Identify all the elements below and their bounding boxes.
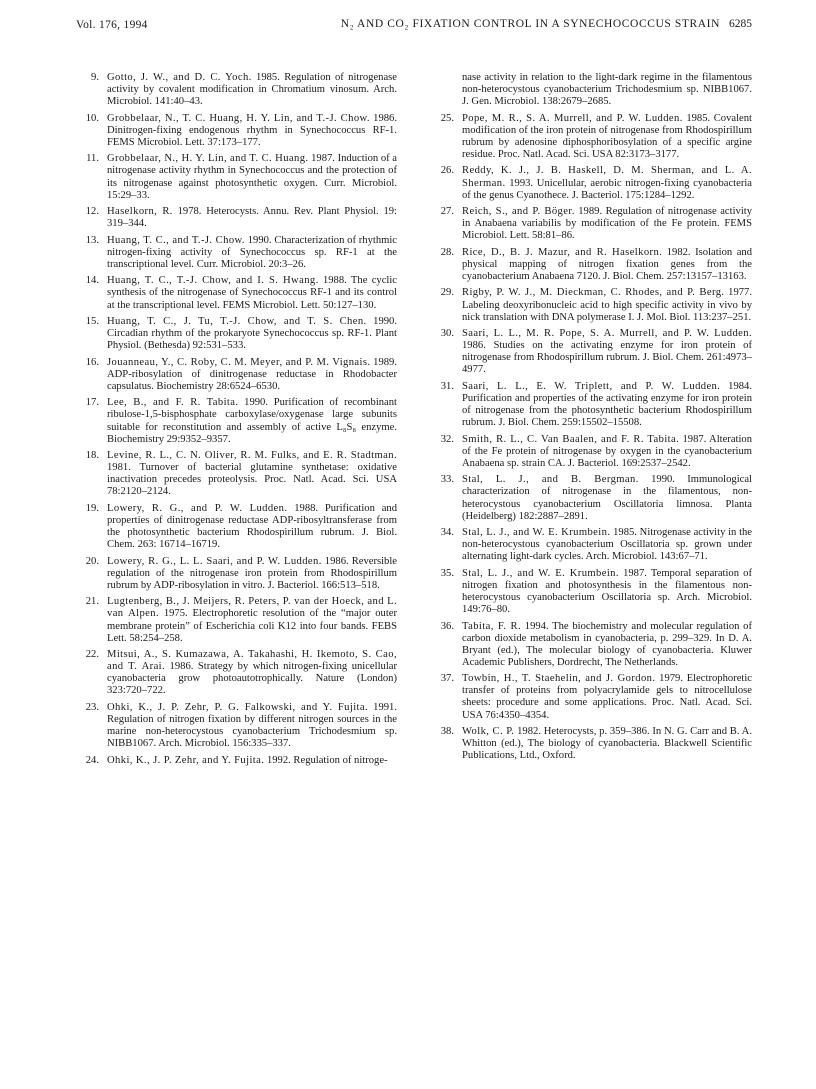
reference-number: 11. [86, 153, 99, 165]
reference-number: 37. [440, 673, 454, 685]
reference-authors: Lee, B., and F. R. Tabita. [107, 397, 239, 409]
reference-entry [432, 434, 752, 470]
journal-volume: Vol. 176, 1994 [76, 19, 148, 31]
reference-text: 1988. Purification and properties of dinitrogenase reductase ADP-ribosyltransferase from the photosynthetic bacterium Rhodospirillum rubrum. J. Biol. Chem. 263: 16714–16719. [107, 502, 397, 551]
reference-text: 1988. The cyclic synthesis of the nitrogenase of Synechococcus RF-1 and its control at the transcriptional level. FEMS Microbiol. Lett. 50:127–130. [107, 275, 397, 311]
reference-number: 13. [85, 234, 99, 246]
reference-number: 10. [85, 112, 99, 124]
page-number: 6285 [729, 18, 752, 30]
reference-authors: Ohki, K., J. P. Zehr, P. G. Falkowski, and Y. Fujita. [107, 701, 369, 713]
reference-authors: Levine, R. L., C. N. Oliver, R. M. Fulks, and E. R. Stadtman. [107, 450, 397, 462]
reference-number: 28. [440, 246, 454, 258]
reference-authors: Reddy, K. J., J. B. Haskell, D. M. Sherman, and L. A. Sherman. [462, 165, 752, 189]
reference-entry [432, 381, 752, 429]
references-right-column [432, 72, 752, 767]
reference-entry [77, 206, 397, 230]
reference-text: 1990. Immunological characterization of nitrogenase in the filamentous, non-heterocystous cyanobacterium Oscillatoria limnosa. Planta (Heidelberg) 182:2887–2891. [462, 474, 752, 522]
reference-entry [77, 556, 397, 592]
reference-text: 1987. Induction of a nitrogenase activity rhythm in Synechococcus and the protection of its nitrogenase against photosynthetic oxygen. Curr. Microbiol. 15:29–33. [107, 153, 398, 201]
reference-text: 1987. Temporal separation of nitrogen fixation and photosynthesis in the filamentous non-heterocystous cyanobacterium Oscillatoria sp. Arch. Microbiol. 149:76–80. [462, 567, 752, 616]
reference-text: 1993. Unicellular, aerobic nitrogen-fixing cyanobacteria of the genus Cyanothece. J. Bacteriol. 175:1284–1292. [462, 177, 752, 201]
reference-continuation: nase activity in relation to the light-dark regime in the filamentous non-heterocystous cyanobacterium Trichodesmium sp. NIBB1067. J. Gen. Microbiol. 138:2679–2685. [462, 72, 752, 108]
reference-text: 1981. Turnover of bacterial glutamine synthetase: oxidative inactivation precedes proteolysis. Proc. Natl. Acad. Sci. USA 78:2120–2124. [107, 462, 397, 498]
reference-number: 23. [85, 701, 99, 713]
reference-number: 9. [91, 72, 99, 83]
reference-number: 20. [85, 555, 99, 567]
reference-number: 35. [440, 567, 454, 579]
reference-entry [77, 649, 397, 697]
page-header [0, 0, 816, 40]
reference-entry [432, 328, 752, 376]
reference-authors: Rigby, P. W. J., M. Dieckman, C. Rhodes, and P. Berg. [462, 287, 725, 299]
reference-authors: Pope, M. R., S. A. Murrell, and P. W. Ludden. [462, 112, 683, 124]
reference-authors: Lowery, R. G., and P. W. Ludden. [107, 502, 288, 514]
reference-entry [432, 165, 752, 201]
reference-entry [77, 397, 397, 445]
reference-text: 1987. Alteration of the Fe protein of nitrogenase by oxygen in the cyanobacterium Anabaena sp. strain CA. J. Bacteriol. 169:2537–2542. [462, 433, 753, 469]
reference-entry [77, 503, 397, 551]
reference-text: 1978. Heterocysts. Annu. Rev. Plant Physiol. 19: 319–344. [107, 206, 397, 230]
reference-number: 30. [440, 328, 454, 340]
reference-text: 1989. ADP-ribosylation of dinitrogenase reductase in Rhodobacter capsulatus. Biochemistry 28:6524–6530. [107, 356, 397, 392]
reference-number: 36. [440, 620, 454, 632]
reference-entry [432, 726, 752, 762]
reference-entry [77, 596, 397, 644]
reference-number: 38. [440, 726, 454, 738]
reference-entry [432, 247, 752, 283]
reference-authors: Lowery, R. G., L. L. Saari, and P. W. Ludden. [107, 555, 322, 567]
reference-number: 29. [440, 287, 454, 299]
reference-text: 1990. Circadian rhythm of the prokaryote Synechococcus sp. RF-1. Plant Physiol. (Bethesda) 92:531–533. [107, 316, 397, 352]
reference-entry [77, 357, 397, 393]
reference-entry [77, 72, 397, 108]
reference-authors: Jouanneau, Y., C. Roby, C. M. Meyer, and P. M. Vignais. [107, 356, 371, 368]
reference-number: 16. [85, 356, 99, 368]
reference-text: 1986. Reversible regulation of the nitrogenase iron protein from Rhodospirillum rubrum by ADP-ribosylation in vitro. J. Bacteriol. 166:513–518. [107, 555, 397, 591]
reference-text: 1990. Characterization of rhythmic nitrogen-fixing activity of Synechococcus sp. RF-1 at the transcriptional level. Curr. Microbiol. 20:3–26. [107, 234, 398, 270]
reference-number: 25. [440, 112, 454, 124]
reference-number: 21. [85, 596, 99, 608]
reference-text: 1975. Electrophoretic resolution of the “major outer membrane protein” of Escherichia coli K12 into four bands. FEBS Lett. 58:254–258. [107, 608, 397, 644]
reference-number: 34. [440, 527, 454, 539]
reference-entry [77, 235, 397, 271]
reference-text: 1985. Covalent modification of the iron protein of nitrogenase from Rhodospirillum rubrum by adenosine diphosphoribosylation of a specific argine residue. Proc. Natl. Acad. Sci. USA 82:3173–3177. [462, 112, 752, 160]
reference-number: 24. [85, 754, 99, 766]
reference-number: 26. [440, 165, 454, 177]
reference-entry [432, 527, 752, 563]
reference-text: 1984. Purification and properties of the activating enzyme for iron protein of nitrogenase from the photosynthetic bacterium Rhodospirillum rubrum. J. Biol. Chem. 259:15502–15508. [462, 380, 752, 429]
reference-text: 1985. Regulation of nitrogenase activity by covalent modification in Chromatium vinosum. Arch. Microbiol. 141:40–43. [107, 72, 397, 108]
reference-entry [77, 316, 397, 352]
reference-number: 12. [85, 206, 99, 218]
reference-number: 15. [85, 316, 99, 328]
reference-entry [77, 450, 397, 498]
reference-entry [432, 474, 752, 522]
reference-text: 1990. Purification of recombinant ribulose-1,5-bisphosphate carboxylase/oxygenase large subunits suitable for reconstitution and assembly of active L₈S₈ enzyme. Biochemistry 29:9352–9357. [107, 397, 397, 445]
reference-text: 1982. Heterocysts, p. 359–386. In N. G. Carr and B. A. Whitton (ed.), The biology of cyanobacteria. Blackwell Scientific Publications, Ltd., Oxford. [462, 726, 752, 762]
reference-text: 1982. Isolation and physical mapping of nitrogen fixation genes from the cyanobacterium Anabaena 7120. J. Biol. Chem. 257:13157–13163. [462, 246, 752, 282]
reference-authors: Wolk, C. P. [462, 726, 515, 738]
reference-text: 1986. Studies on the activating enzyme for iron protein of nitrogenase from Rhodospirillum rubrum. J. Biol. Chem. 261:4973–4977. [462, 340, 752, 376]
reference-text: 1992. Regulation of nitroge- [264, 754, 388, 766]
reference-entry [432, 206, 752, 242]
reference-text: 1985. Nitrogenase activity in the non-heterocystous cyanobacterium Oscillatoria sp. grown under alternating light-dark cycles. Arch. Microbiol. 143:67–71. [462, 527, 753, 563]
reference-authors: Saari, L. L., M. R. Pope, S. A. Murrell, and P. W. Ludden. [462, 328, 752, 340]
reference-authors: Stal, L. J., and B. Bergman. [462, 474, 639, 486]
reference-number: 17. [85, 397, 99, 409]
reference-authors: Smith, R. L., C. Van Baalen, and F. R. Tabita. [462, 433, 680, 445]
running-title: N₂ AND CO₂ FIXATION CONTROL IN A SYNECHOCOCCUS STRAIN [340, 18, 720, 30]
reference-authors: Haselkorn, R. [107, 206, 173, 218]
reference-authors: Stal, L. J., and W. E. Krumbein. [462, 527, 611, 539]
reference-entry [432, 568, 752, 616]
reference-entry [432, 621, 752, 669]
reference-entry [432, 113, 752, 161]
reference-authors: Huang, T. C., J. Tu, T.-J. Chow, and T. S. Chen. [107, 316, 367, 328]
reference-text: 1977. Labeling deoxyribonucleic acid to high specific activity in vivo by nick translation with DNA polymerase I. J. Mol. Biol. 113:237–251. [462, 287, 753, 323]
reference-authors: Towbin, H., T. Staehelin, and J. Gordon. [462, 673, 656, 685]
reference-entry [77, 755, 397, 767]
reference-authors: Stal, L. J., and W. E. Krumbein. [462, 567, 619, 579]
reference-entry [77, 275, 397, 311]
reference-entry [432, 673, 752, 721]
references-left-column [77, 72, 397, 771]
reference-authors: Huang, T. C., T.-J. Chow, and I. S. Hwang. [107, 275, 319, 287]
reference-authors: Mitsui, A., S. Kumazawa, A. Takahashi, H. Ikemoto, S. Cao, and T. Arai. [107, 649, 397, 673]
reference-authors: Grobbelaar, N., H. Y. Lin, and T. C. Huang. [107, 153, 309, 165]
reference-authors: Reich, S., and P. Böger. [462, 206, 575, 218]
reference-number: 22. [85, 649, 99, 661]
reference-entry [77, 702, 397, 750]
reference-text: 1979. Electrophoretic transfer of proteins from polyacrylamide gels to nitrocellulose sheets: procedure and some applications. Proc. Natl. Acad. Sci. USA 76:4350–4354. [462, 673, 752, 721]
reference-authors: Huang, T. C., and T.-J. Chow. [107, 234, 245, 246]
reference-entry [77, 153, 397, 201]
reference-authors: Saari, L. L., E. W. Triplett, and P. W. Ludden. [462, 380, 721, 392]
reference-entry [432, 287, 752, 323]
reference-authors: Ohki, K., J. P. Zehr, and Y. Fujita. [107, 754, 265, 766]
reference-authors: Lugtenberg, B., J. Meijers, R. Peters, P. van der Hoeck, and L. van Alpen. [107, 596, 397, 620]
reference-number: 33. [440, 474, 454, 486]
reference-authors: Gotto, J. W., and D. C. Yoch. [107, 72, 252, 83]
reference-authors: Rice, D., B. J. Mazur, and R. Haselkorn. [462, 246, 663, 258]
reference-authors: Grobbelaar, N., T. C. Huang, H. Y. Lin, and T.-J. Chow. [107, 112, 370, 124]
reference-text: 1989. Regulation of nitrogenase activity in Anabaena variabilis by modification of the Fe protein. FEMS Microbiol. Lett. 58:81–86. [462, 206, 753, 242]
reference-number: 14. [85, 275, 99, 287]
reference-text: 1991. Regulation of nitrogen fixation by different nitrogen sources in the marine non-heterocystous cyanobacterium Trichodesmium sp. NIBB1067. Arch. Microbiol. 156:335–337. [107, 701, 397, 750]
reference-authors: Tabita, F. R. [462, 620, 522, 632]
reference-number: 18. [85, 450, 99, 462]
reference-text: 1986. Strategy by which nitrogen-fixing unicellular cyanobacteria grow photoautotrophically. Nature (London) 323:720–722. [107, 661, 397, 697]
reference-text: 1986. Dinitrogen-fixing endogenous rhythm in Synechococcus RF-1. FEMS Microbiol. Lett. 37:173–177. [107, 112, 397, 148]
reference-number: 19. [85, 502, 99, 514]
reference-number: 27. [440, 206, 454, 218]
reference-number: 32. [440, 433, 454, 445]
reference-entry [77, 113, 397, 149]
reference-text: 1994. The biochemistry and molecular regulation of carbon dioxide metabolism in cyanobacteria, p. 299–329. In D. A. Bryant (ed.), The molecular biology of cyanobacteria. Kluwer Academic Publishers, Dordrecht, The Netherlands. [462, 620, 753, 668]
reference-number: 31. [440, 380, 454, 392]
